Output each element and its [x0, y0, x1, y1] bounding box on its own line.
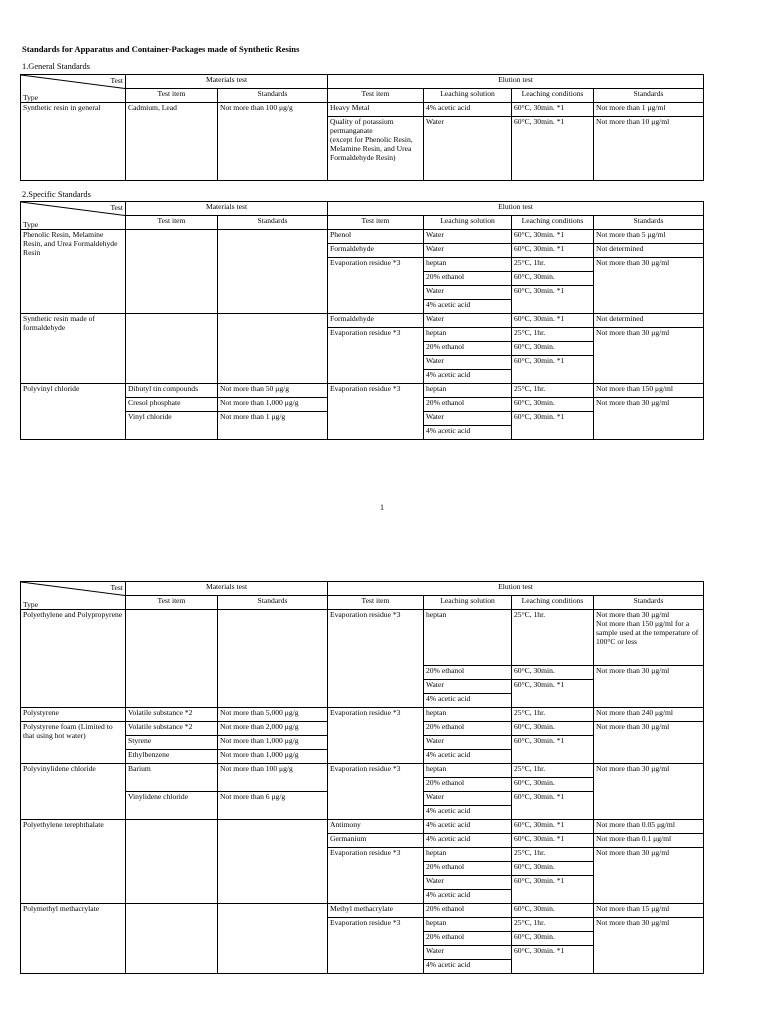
- material-test-item: Ethylbenzene: [126, 750, 218, 764]
- leaching-solution: 4% acetic acid: [424, 426, 512, 440]
- resin-type: Polyvinylidene chloride: [21, 764, 126, 820]
- material-test-item: Vinyl chloride: [126, 412, 218, 440]
- leaching-conditions: 60°C, 30min. *1: [512, 680, 594, 708]
- leaching-solution: 20% ethanol: [424, 862, 512, 876]
- elution-standard: Not more than 10 μg/ml: [594, 117, 704, 181]
- material-standard: [218, 820, 328, 904]
- leaching-solution: 4% acetic acid: [424, 960, 512, 974]
- material-standard: [218, 904, 328, 974]
- leaching-conditions: 60°C, 30min. *1: [512, 117, 594, 181]
- leaching-conditions: 60°C, 30min.: [512, 666, 594, 680]
- leaching-solution: Water: [424, 244, 512, 258]
- material-test-item: Cresol phosphate: [126, 398, 218, 412]
- page-number: 1: [380, 503, 384, 512]
- elution-test-item: Evaporation residue *3: [328, 610, 424, 708]
- leaching-conditions: 60°C, 30min. *1: [512, 946, 594, 974]
- elution-test-item: Evaporation residue *3: [328, 848, 424, 904]
- material-standard: [218, 314, 328, 384]
- leaching-conditions: 25°C, 1hr.: [512, 610, 594, 666]
- leaching-solution: 20% ethanol: [424, 722, 512, 736]
- elution-test-item: Heavy Metal: [328, 103, 424, 117]
- column-header: Standards: [218, 596, 328, 610]
- material-test-item: [126, 610, 218, 708]
- elution-test-item: Methyl methacrylate: [328, 904, 424, 918]
- elution-standard: Not more than 30 μg/ml: [594, 258, 704, 314]
- leaching-solution: 20% ethanol: [424, 904, 512, 918]
- leaching-solution: 20% ethanol: [424, 778, 512, 792]
- leaching-solution: heptan: [424, 918, 512, 932]
- general-standards-table: [20, 74, 704, 181]
- elution-standard: Not more than 240 μg/ml: [594, 708, 704, 722]
- material-test-item: Vinylidene chloride: [126, 792, 218, 820]
- test-label: Test: [110, 76, 123, 85]
- column-header: Standards: [594, 596, 704, 610]
- elution-test-item: Formaldehyde: [328, 314, 424, 328]
- leaching-solution: Water: [424, 314, 512, 328]
- material-standard: Not more than 100 μg/g: [218, 764, 328, 792]
- elution-test-item: Quality of potassium permanganate (except for Phenolic Resin, Melamine Resin, and Urea Formaldehyde Resin): [328, 117, 424, 181]
- leaching-solution: Water: [424, 792, 512, 806]
- column-header: Standards: [594, 216, 704, 230]
- elution-standard: Not more than 0.05 μg/ml: [594, 820, 704, 834]
- leaching-conditions: 25°C, 1hr.: [512, 708, 594, 722]
- specific-standards-table-1: [20, 201, 704, 440]
- specific-standards-table-2: [20, 581, 704, 974]
- leaching-solution: Water: [424, 946, 512, 960]
- elution-test-item: Antimony: [328, 820, 424, 834]
- elution-test-item: Evaporation residue *3: [328, 918, 424, 974]
- leaching-conditions: 60°C, 30min.: [512, 722, 594, 736]
- elution-test-item: Phenol: [328, 230, 424, 244]
- leaching-solution: heptan: [424, 328, 512, 342]
- elution-standard: Not more than 30 μg/ml Not more than 150 μg/ml for a sample used at the temperature of 100°C or less: [594, 610, 704, 666]
- material-test-item: Volatile substance *2: [126, 722, 218, 736]
- leaching-conditions: 60°C, 30min. *1: [512, 244, 594, 258]
- leaching-conditions: 60°C, 30min. *1: [512, 820, 594, 834]
- leaching-conditions: 60°C, 30min.: [512, 932, 594, 946]
- leaching-solution: Water: [424, 117, 512, 181]
- material-standard: Not more than 1,000 μg/g: [218, 398, 328, 412]
- material-test-item: [126, 820, 218, 904]
- column-header: Standards: [218, 89, 328, 103]
- resin-type: Polyethylene and Polypropyrene: [21, 610, 126, 708]
- type-label: Type: [23, 220, 39, 229]
- leaching-solution: 4% acetic acid: [424, 890, 512, 904]
- leaching-conditions: 60°C, 30min. *1: [512, 412, 594, 440]
- elution-standard: Not more than 1 μg/ml: [594, 103, 704, 117]
- leaching-conditions: 25°C, 1hr.: [512, 918, 594, 932]
- material-test-item: Volatile substance *2: [126, 708, 218, 722]
- material-standard: Not more than 1,000 μg/g: [218, 736, 328, 750]
- resin-type: Polystyrene: [21, 708, 126, 722]
- elution-test-item: Germanium: [328, 834, 424, 848]
- column-header: Standards: [218, 216, 328, 230]
- elution-test-item: Evaporation residue *3: [328, 384, 424, 440]
- elution-standard: Not more than 30 μg/ml: [594, 764, 704, 820]
- material-test-item: Cadmium, Lead: [126, 103, 218, 181]
- material-standard: Not more than 6 μg/g: [218, 792, 328, 820]
- leaching-solution: 20% ethanol: [424, 666, 512, 680]
- leaching-solution: 4% acetic acid: [424, 300, 512, 314]
- elution-standard: Not more than 150 μg/ml: [594, 384, 704, 398]
- test-label: Test: [110, 203, 123, 212]
- resin-type: Polyethylene terephthalate: [21, 820, 126, 904]
- elution-test-header: Elution test: [328, 202, 704, 216]
- material-test-item: Barium: [126, 764, 218, 792]
- leaching-solution: 20% ethanol: [424, 932, 512, 946]
- elution-standard: Not more than 15 μg/ml: [594, 904, 704, 918]
- material-standard: Not more than 1,000 μg/g: [218, 750, 328, 764]
- column-header: Test item: [328, 596, 424, 610]
- leaching-solution: Water: [424, 736, 512, 750]
- leaching-solution: 20% ethanol: [424, 342, 512, 356]
- elution-test-item: Evaporation residue *3: [328, 258, 424, 314]
- column-header: Test item: [328, 216, 424, 230]
- material-standard: Not more than 1 μg/g: [218, 412, 328, 440]
- leaching-solution: 4% acetic acid: [424, 694, 512, 708]
- elution-standard: Not determined: [594, 244, 704, 258]
- leaching-solution: heptan: [424, 848, 512, 862]
- elution-standard: Not more than 5 μg/ml: [594, 230, 704, 244]
- resin-type: Polymethyl methacrylate: [21, 904, 126, 974]
- leaching-solution: heptan: [424, 258, 512, 272]
- leaching-conditions: 60°C, 30min. *1: [512, 736, 594, 764]
- column-header: Leaching conditions: [512, 89, 594, 103]
- material-test-item: [126, 230, 218, 314]
- leaching-solution: Water: [424, 876, 512, 890]
- test-type-header: [21, 582, 126, 610]
- materials-test-header: Materials test: [126, 202, 328, 216]
- leaching-solution: 20% ethanol: [424, 272, 512, 286]
- leaching-solution: 20% ethanol: [424, 398, 512, 412]
- leaching-solution: 4% acetic acid: [424, 750, 512, 764]
- elution-test-header: Elution test: [328, 582, 704, 596]
- leaching-conditions: 60°C, 30min.: [512, 862, 594, 876]
- elution-standard: Not more than 30 μg/ml: [594, 848, 704, 904]
- leaching-solution: 4% acetic acid: [424, 103, 512, 117]
- leaching-conditions: 60°C, 30min. *1: [512, 286, 594, 314]
- elution-standard: Not more than 0.1 μg/ml: [594, 834, 704, 848]
- leaching-solution: Water: [424, 286, 512, 300]
- material-standard: [218, 230, 328, 314]
- material-test-item: Dibutyl tin compounds: [126, 384, 218, 398]
- material-test-item: Styrene: [126, 736, 218, 750]
- leaching-solution: heptan: [424, 708, 512, 722]
- leaching-solution: heptan: [424, 610, 512, 666]
- elution-standard: Not more than 30 μg/ml: [594, 666, 704, 708]
- column-header: Leaching conditions: [512, 216, 594, 230]
- leaching-conditions: 60°C, 30min.: [512, 778, 594, 792]
- leaching-solution: heptan: [424, 384, 512, 398]
- leaching-conditions: 60°C, 30min.: [512, 398, 594, 412]
- resin-type: Phenolic Resin, Melamine Resin, and Urea Formaldehyde Resin: [21, 230, 126, 314]
- elution-standard: Not more than 30 μg/ml: [594, 398, 704, 440]
- elution-test-item: Formaldehyde: [328, 244, 424, 258]
- column-header: Leaching solution: [424, 89, 512, 103]
- leaching-solution: 4% acetic acid: [424, 834, 512, 848]
- leaching-conditions: 60°C, 30min. *1: [512, 356, 594, 384]
- leaching-solution: heptan: [424, 764, 512, 778]
- column-header: Test item: [328, 89, 424, 103]
- leaching-conditions: 25°C, 1hr.: [512, 848, 594, 862]
- material-test-item: [126, 314, 218, 384]
- document-title: Standards for Apparatus and Container-Packages made of Synthetic Resins: [22, 44, 300, 54]
- elution-test-item: Evaporation residue *3: [328, 328, 424, 384]
- resin-type: Synthetic resin in general: [21, 103, 126, 181]
- column-header: Leaching conditions: [512, 596, 594, 610]
- elution-standard: Not determined: [594, 314, 704, 328]
- material-standard: Not more than 5,000 μg/g: [218, 708, 328, 722]
- leaching-conditions: 60°C, 30min. *1: [512, 230, 594, 244]
- leaching-conditions: 60°C, 30min. *1: [512, 834, 594, 848]
- elution-standard: Not more than 30 μg/ml: [594, 722, 704, 764]
- elution-test-header: Elution test: [328, 75, 704, 89]
- leaching-solution: Water: [424, 230, 512, 244]
- leaching-conditions: 60°C, 30min.: [512, 272, 594, 286]
- material-standard: Not more than 2,000 μg/g: [218, 722, 328, 736]
- test-label: Test: [110, 583, 123, 592]
- resin-type: Polyvinyl chloride: [21, 384, 126, 440]
- column-header: Test item: [126, 596, 218, 610]
- type-label: Type: [23, 600, 39, 609]
- materials-test-header: Materials test: [126, 582, 328, 596]
- material-standard: Not more than 50 μg/g: [218, 384, 328, 398]
- resin-type: Synthetic resin made of formaldehyde: [21, 314, 126, 384]
- leaching-solution: Water: [424, 412, 512, 426]
- elution-test-item: Evaporation residue *3: [328, 708, 424, 764]
- column-header: Leaching solution: [424, 216, 512, 230]
- material-standard: Not more than 100 μg/g: [218, 103, 328, 181]
- type-label: Type: [23, 93, 39, 102]
- leaching-conditions: 25°C, 1hr.: [512, 258, 594, 272]
- leaching-conditions: 60°C, 30min.: [512, 342, 594, 356]
- material-test-item: [126, 904, 218, 974]
- elution-standard: Not more than 30 μg/ml: [594, 918, 704, 974]
- leaching-conditions: 60°C, 30min. *1: [512, 876, 594, 904]
- leaching-solution: Water: [424, 680, 512, 694]
- leaching-solution: 4% acetic acid: [424, 370, 512, 384]
- leaching-solution: 4% acetic acid: [424, 820, 512, 834]
- leaching-conditions: 60°C, 30min. *1: [512, 314, 594, 328]
- column-header: Standards: [594, 89, 704, 103]
- leaching-solution: Water: [424, 356, 512, 370]
- column-header: Leaching solution: [424, 596, 512, 610]
- test-type-header: [21, 75, 126, 103]
- leaching-conditions: 25°C, 1hr.: [512, 328, 594, 342]
- leaching-solution: 4% acetic acid: [424, 806, 512, 820]
- leaching-conditions: 60°C, 30min. *1: [512, 792, 594, 820]
- column-header: Test item: [126, 89, 218, 103]
- resin-type: Polystyrene foam (Limited to that using hot water): [21, 722, 126, 764]
- material-standard: [218, 610, 328, 708]
- elution-standard: Not more than 30 μg/ml: [594, 328, 704, 384]
- leaching-conditions: 60°C, 30min. *1: [512, 103, 594, 117]
- specific-standards-heading: 2.Specific Standards: [22, 190, 91, 199]
- leaching-conditions: 25°C, 1hr.: [512, 384, 594, 398]
- general-standards-heading: 1.General Standards: [22, 62, 90, 71]
- elution-test-item: Evaporation residue *3: [328, 764, 424, 820]
- leaching-conditions: 60°C, 30min.: [512, 904, 594, 918]
- leaching-conditions: 25°C, 1hr.: [512, 764, 594, 778]
- column-header: Test item: [126, 216, 218, 230]
- test-type-header: [21, 202, 126, 230]
- materials-test-header: Materials test: [126, 75, 328, 89]
